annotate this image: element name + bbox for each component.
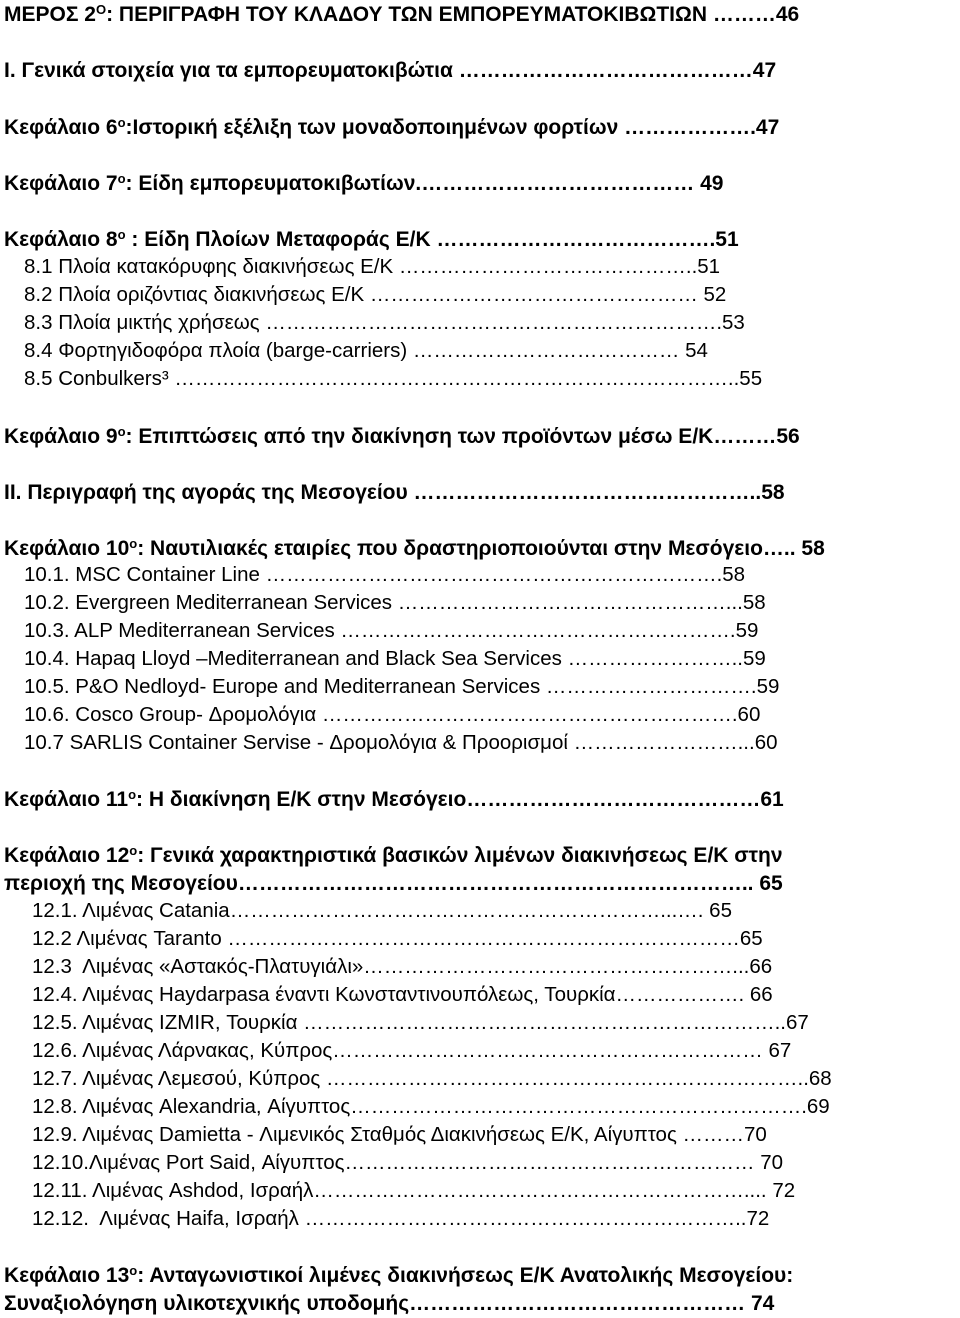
toc-chapter-13-cont: Συναξιολόγηση υλικοτεχνικής υποδομής………………………………………… 74	[4, 1292, 775, 1315]
toc-item-12-2: 12.2 Λιμένας Taranto …………………………………………………………………65	[32, 927, 763, 950]
toc-item-8-1: 8.1 Πλοία κατακόρυφης διακινήσεως Ε/Κ ……………………………………..51	[24, 255, 721, 278]
toc-item-10-3: 10.3. ALP Mediterranean Services ………………………………………………….59	[24, 619, 759, 642]
toc-item-12-3: 12.3 Λιμένας «Αστακός-Πλατυγιάλι»………………………………………………...66	[32, 955, 773, 978]
toc-item-8-3: 8.3 Πλοία μικτής χρήσεως ………………………………………………………….53	[24, 311, 745, 334]
toc-chapter-6: Κεφάλαιο $6^o:I\sigma\tau o\rho\iota\kappa ή$ εξέλιξη των μοναδοποιημένων φορτίων ……………….47	[4, 114, 780, 139]
toc-item-10-7: 10.7 SARLIS Container Servise - Δρομολόγια & Προορισμοί ……………………...60	[24, 731, 778, 754]
toc-chapter-13: Κεφάλαιο $13^o$: Ανταγωνιστικοί λιμένες διακινήσεως Ε/Κ Ανατολικής Μεσογείου:	[4, 1262, 794, 1287]
toc-item-12-11: 12.11. Λιμένας Ashdod, Ισραήλ……………………………………………………….... 72	[32, 1179, 796, 1202]
toc-chapter-9: Κεφάλαιο $9^o$: Επιπτώσεις από την διακίνηση των προϊόντων μέσω Ε/Κ………56	[4, 423, 800, 448]
toc-item-12-12: 12.12. Λιμένας Haifa, Ισραήλ ………………………………………………………..72	[32, 1207, 770, 1230]
toc-item-8-4: 8.4 Φορτηγιδοφόρα πλοία (barge-carriers) ………………………………… 54	[24, 339, 708, 362]
toc-section-2: ΙΙ. Περιγραφή της αγοράς της Μεσογείου …………………………………………..58	[4, 481, 785, 504]
toc-item-12-4: 12.4. Λιμένας Haydarpasa έναντι Κωνσταντινουπόλεως, Τουρκία………………. 66	[32, 983, 773, 1006]
toc-item-10-1: 10.1. MSC Container Line ………………………………………………………….58	[24, 563, 746, 586]
toc-item-12-7: 12.7. Λιμένας Λεμεσού, Κύπρος ……………………………………………………………..68	[32, 1067, 832, 1090]
toc-chapter-8: Κεφάλαιο $8^o$ : Είδη Πλοίων Μεταφοράς Ε/Κ ………………………………….51	[4, 226, 739, 251]
toc-chapter-12-cont: περιοχή της Μεσογείου……………………………………………………………….. 65	[4, 872, 783, 895]
toc-item-10-6: 10.6. Cosco Group- Δρομολόγια …………………………………………………….60	[24, 703, 761, 726]
toc-item-12-9: 12.9. Λιμένας Damietta - Λιμενικός Σταθμός Διακινήσεως Ε/Κ, Αίγυπτος ………70	[32, 1123, 767, 1146]
toc-chapter-12: Κεφάλαιο $12^o$: Γενικά χαρακτηριστικά βασικών λιμένων διακινήσεως Ε/Κ στην	[4, 842, 783, 867]
toc-item-10-5: 10.5. P&O Nedloyd- Europe and Mediterranean Services ………………………….59	[24, 675, 780, 698]
toc-item-10-2: 10.2. Evergreen Mediterranean Services …………………………………………...58	[24, 591, 766, 614]
toc-chapter-11: Κεφάλαιο $11^o$: Η διακίνηση Ε/Κ στην Μεσόγειο……………………………………61	[4, 786, 784, 811]
toc-item-8-2: 8.2 Πλοία οριζόντιας διακινήσεως Ε/Κ ………………………………………… 52	[24, 283, 727, 306]
toc-part-2: ΜΕΡΟΣ $2^O$: ΠΕΡΙΓΡΑΦΗ ΤΟΥ ΚΛΑΔΟΥ ΤΩΝ ΕΜΠΟΡΕΥΜΑΤΟΚΙΒΩΤΙΩΝ ………46	[4, 1, 800, 26]
toc-chapter-10: Κεφάλαιο $10^o$: Ναυτιλιακές εταιρίες που δραστηριοποιούνται στην Μεσόγειο….. 58	[4, 535, 825, 560]
toc-item-12-10: 12.10.Λιμένας Port Said, Αίγυπτος…………………………………………………… 70	[32, 1151, 784, 1174]
toc-item-12-5: 12.5. Λιμένας IZMIR, Τουρκία ……………………………………………………………..67	[32, 1011, 809, 1034]
toc-item-12-6: 12.6. Λιμένας Λάρνακας, Κύπρος……………………………………………………… 67	[32, 1039, 792, 1062]
toc-section-1: Ι. Γενικά στοιχεία για τα εμπορευματοκιβώτια ……………………………………47	[4, 59, 777, 82]
toc-item-8-5: 8.5 Conbulkers³ ………………………………………………………………………..55	[24, 367, 763, 390]
toc-item-12-1: 12.1. Λιμένας Catania………………………………………………………...…. 65	[32, 899, 732, 922]
toc-item-10-4: 10.4. Hapaq Lloyd –Mediterranean and Black Sea Services ……………………..59	[24, 647, 766, 670]
toc-chapter-7: Κεφάλαιο $7^o$: Είδη εμπορευματοκιβωτίων.………………………………… 49	[4, 170, 724, 195]
toc-item-12-8: 12.8. Λιμένας Alexandria, Αίγυπτος………………………………………………………….69	[32, 1095, 830, 1118]
